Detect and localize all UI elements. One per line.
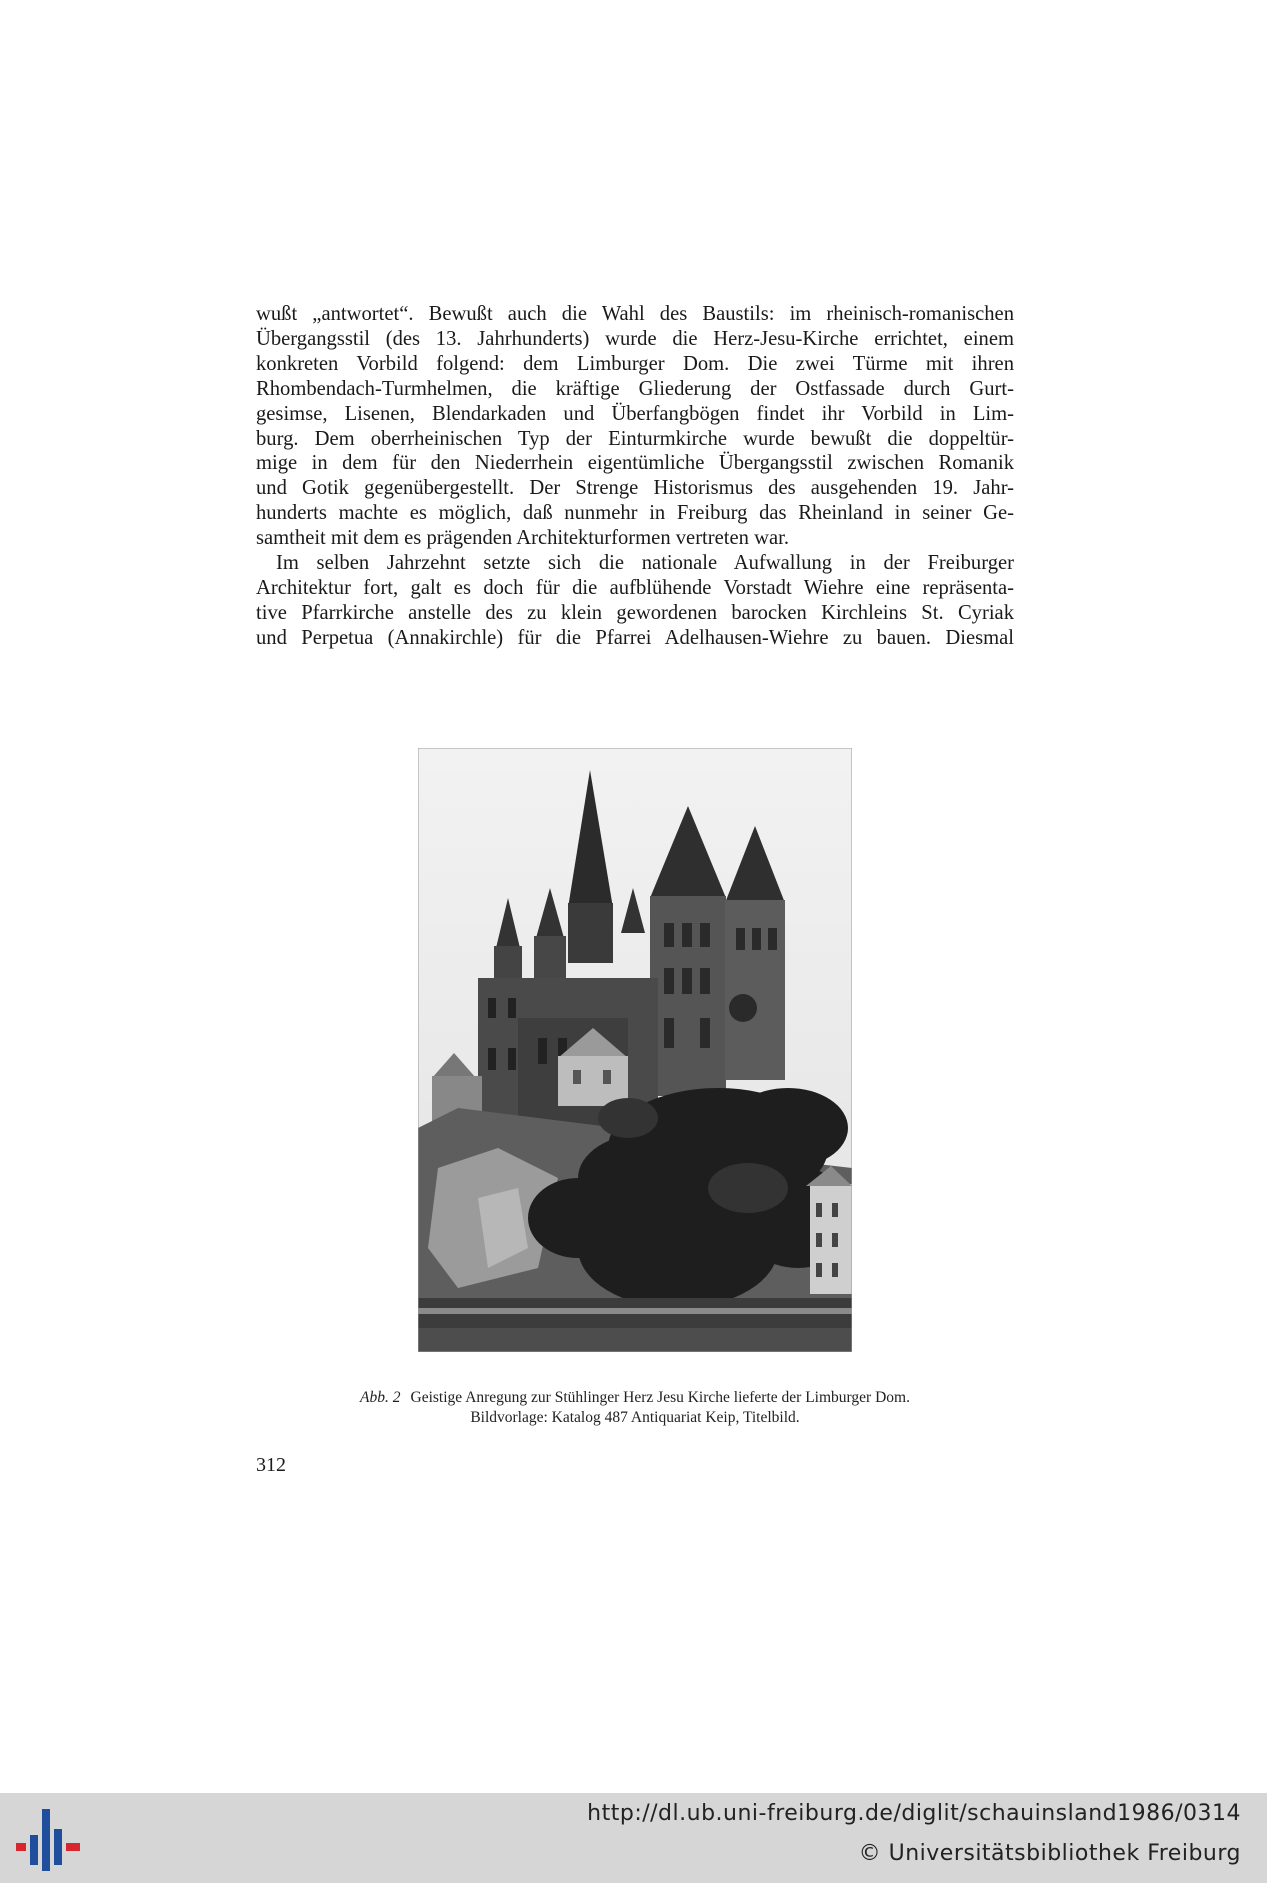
text-line: hunderts machte es möglich, daß nunmehr in Freiburg das Rheinland in seiner Ge- — [256, 502, 1014, 525]
text-line: konkreten Vorbild folgend: dem Limburger Dom. Die zwei Türme mit ihren — [256, 352, 1014, 375]
text-line: Architektur fort, galt es doch für die aufblühende Vorstadt Wiehre eine repräsenta- — [256, 576, 1014, 599]
cathedral-photo — [418, 748, 852, 1352]
text-line: samtheit mit dem es prägenden Architekturformen vertreten war. — [256, 527, 789, 550]
text-line: und Perpetua (Annakirchle) für die Pfarrei Adelhausen-Wiehre zu bauen. Diesmal — [256, 626, 1014, 649]
text-line: Rhombendach-Turmhelmen, die kräftige Gliederung der Ostfassade durch Gurt- — [256, 377, 1014, 400]
text-line: Übergangsstil (des 13. Jahrhunderts) wurde die Herz-Jesu-Kirche errichtet, einem — [256, 327, 1014, 350]
figure-caption — [256, 1388, 1014, 1428]
text-line: mige in dem für den Niederrhein eigentümliche Übergangsstil zwischen Romanik — [256, 452, 1014, 475]
footer-bar — [0, 1793, 1267, 1883]
source-url-link[interactable]: http://dl.ub.uni-freiburg.de/diglit/schauinsland1986/0314 — [587, 1801, 1241, 1826]
copyright-text: © Universitätsbibliothek Freiburg — [858, 1841, 1241, 1866]
text-line: wußt „antwortet“. Bewußt auch die Wahl des Baustils: im rheinisch-romanischen — [256, 303, 1014, 325]
library-logo-icon — [14, 1805, 84, 1875]
text-line: und Gotik gegenübergestellt. Der Strenge Historismus des ausgehenden 19. Jahr- — [256, 477, 1014, 500]
caption-line-2: Bildvorlage: Katalog 487 Antiquariat Keip, Titelbild. — [470, 1409, 800, 1426]
caption-line-1 — [256, 1388, 1014, 1408]
page-number: 312 — [256, 1454, 286, 1476]
figure-label: Abb. 2 — [360, 1389, 401, 1406]
body-text — [256, 302, 1014, 651]
text-line: gesimse, Lisenen, Blendarkaden und Überfangbögen findet ihr Vorbild in Lim- — [256, 402, 1014, 425]
text-line: tive Pfarrkirche anstelle des zu klein gewordenen barocken Kirchleins St. Cyriak — [256, 601, 1014, 624]
text-line: Im selben Jahrzehnt setzte sich die nationale Aufwallung in der Freiburger — [276, 552, 1014, 575]
text-line: burg. Dem oberrheinischen Typ der Einturmkirche wurde bewußt die doppeltür- — [256, 427, 1014, 450]
caption-text-1: Geistige Anregung zur Stühlinger Herz Jesu Kirche lieferte der Limburger Dom. — [410, 1389, 910, 1406]
